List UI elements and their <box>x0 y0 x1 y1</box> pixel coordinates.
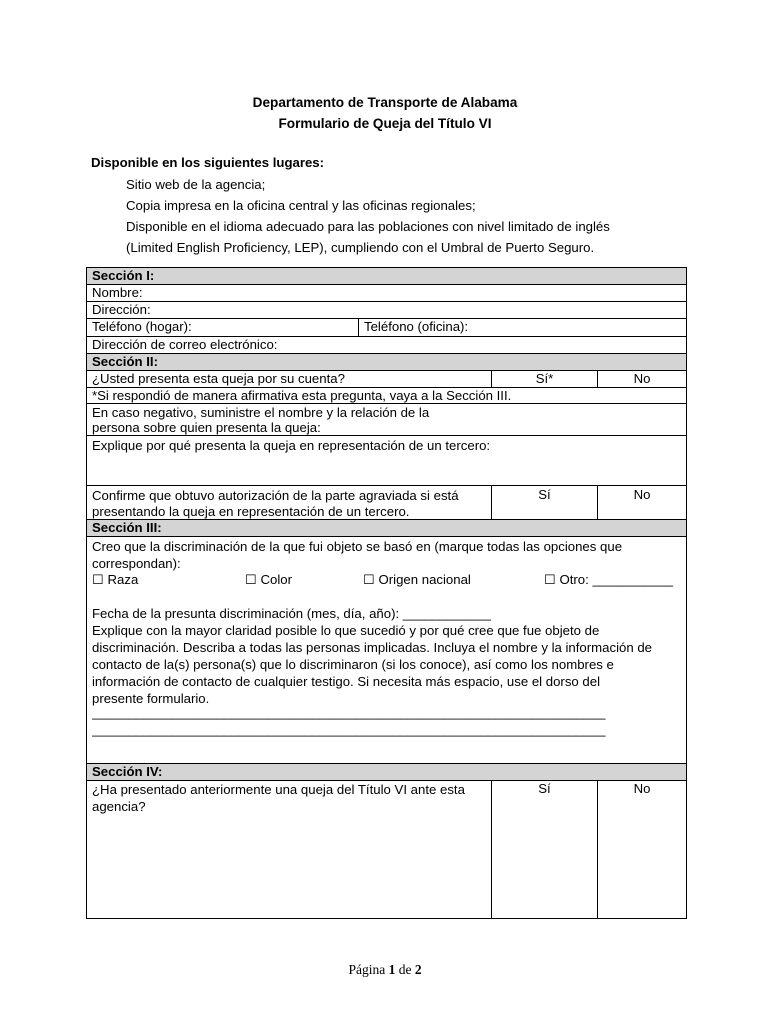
prior-complaint-yes[interactable]: Sí <box>491 781 597 918</box>
current-page: 1 <box>388 962 396 977</box>
own-behalf-yes[interactable]: Sí* <box>491 371 597 387</box>
prior-complaint-no[interactable]: No <box>597 781 686 918</box>
explain-line: presente formulario. <box>92 691 210 706</box>
explain-third-party-row <box>86 436 687 486</box>
availability-item: Disponible en el idioma adecuado para las poblaciones con nivel limitado de inglés <box>126 219 610 234</box>
availability-item: Copia impresa en la oficina central y las oficinas regionales; <box>126 198 476 213</box>
authorization-line1: Confirme que obtuvo autorización de la parte agraviada si está <box>92 488 459 503</box>
basis-line1: Creo que la discriminación de la que fui objeto se basó en (marque todas las opciones que <box>92 539 623 554</box>
basis-line2: correspondan): <box>92 556 181 571</box>
section-2-title: Sección II: <box>92 354 158 369</box>
third-party-row <box>86 404 687 436</box>
explain-third-party-field[interactable]: Explique por qué presenta la queja en representación de un tercero: <box>92 438 491 453</box>
section-2-header <box>86 354 687 371</box>
other-checkbox[interactable]: ☐ Otro: ___________ <box>544 572 674 587</box>
authorization-yes[interactable]: Sí <box>491 486 597 519</box>
address-row <box>86 302 687 319</box>
prior-complaint-line1: ¿Ha presentado anteriormente una queja del Título VI ante esta <box>92 782 465 797</box>
own-behalf-row <box>86 371 687 388</box>
color-checkbox[interactable]: ☐ Color <box>245 572 292 587</box>
own-behalf-question: ¿Usted presenta esta queja por su cuenta? <box>92 371 345 386</box>
prior-complaint-question <box>87 781 491 918</box>
email-row <box>86 337 687 354</box>
section-1-header <box>86 267 687 285</box>
section-3-header <box>86 520 687 537</box>
national-origin-checkbox[interactable]: ☐ Origen nacional <box>363 572 471 587</box>
explain-line: información de contacto de cualquier testigo. Si necesita más espacio, use el dorso del <box>92 674 601 689</box>
form-title: Formulario de Queja del Título VI <box>278 116 492 131</box>
phone-home-field[interactable]: Teléfono (hogar): <box>92 319 192 334</box>
name-field[interactable]: Nombre: <box>92 285 143 300</box>
authorization-line2: presentando la queja en representación de un tercero. <box>92 504 410 519</box>
phone-office-field[interactable]: Teléfono (oficina): <box>358 319 686 336</box>
address-field[interactable]: Dirección: <box>92 302 151 317</box>
page-word: Página <box>348 962 386 977</box>
page-number <box>0 962 770 978</box>
section-4-title: Sección IV: <box>92 764 163 779</box>
document-title: Departamento de Transporte de Alabama <box>252 95 518 110</box>
third-party-line1: En caso negativo, suministre el nombre y la relación de la <box>92 405 430 420</box>
phone-row <box>86 319 687 337</box>
prior-complaint-line2: agencia? <box>92 799 146 814</box>
name-row <box>86 285 687 302</box>
note-row <box>86 388 687 404</box>
answer-blank-line[interactable]: ______________________________________________________________________ <box>92 722 606 737</box>
authorization-row <box>86 486 687 520</box>
email-field[interactable]: Dirección de correo electrónico: <box>92 337 278 352</box>
section-4-header <box>86 764 687 781</box>
third-party-line2[interactable]: persona sobre quien presenta la queja: <box>92 420 321 435</box>
availability-item: Sitio web de la agencia; <box>126 177 266 192</box>
explain-line: discriminación. Describa a todas las personas implicadas. Incluya el nombre y la información de <box>92 640 652 655</box>
skip-note: *Si respondió de manera afirmativa esta pregunta, vaya a la Sección III. <box>92 388 512 403</box>
answer-blank-line[interactable]: ______________________________________________________________________ <box>92 705 606 720</box>
availability-list <box>126 174 610 258</box>
own-behalf-no[interactable]: No <box>597 371 686 387</box>
section-1-title: Sección I: <box>92 268 155 283</box>
section-3-title: Sección III: <box>92 520 162 535</box>
explain-line: contacto de la(s) persona(s) que lo discriminaron (si los conoce), así como los nombres e <box>92 657 614 672</box>
total-pages: 2 <box>414 962 422 977</box>
race-checkbox[interactable]: ☐ Raza <box>92 572 139 587</box>
prior-complaint-row <box>86 781 687 919</box>
availability-item: (Limited English Proficiency, LEP), cumpliendo con el Umbral de Puerto Seguro. <box>126 240 595 255</box>
explain-line: Explique con la mayor claridad posible lo que sucedió y por qué cree que fue objeto de <box>92 623 600 638</box>
availability-heading: Disponible en los siguientes lugares: <box>91 155 325 170</box>
incident-date-field[interactable]: Fecha de la presunta discriminación (mes, día, año): ____________ <box>92 606 491 621</box>
authorization-no[interactable]: No <box>597 486 686 519</box>
discrimination-block <box>86 537 687 764</box>
authorization-question <box>87 486 491 519</box>
of-word: de <box>398 962 412 977</box>
